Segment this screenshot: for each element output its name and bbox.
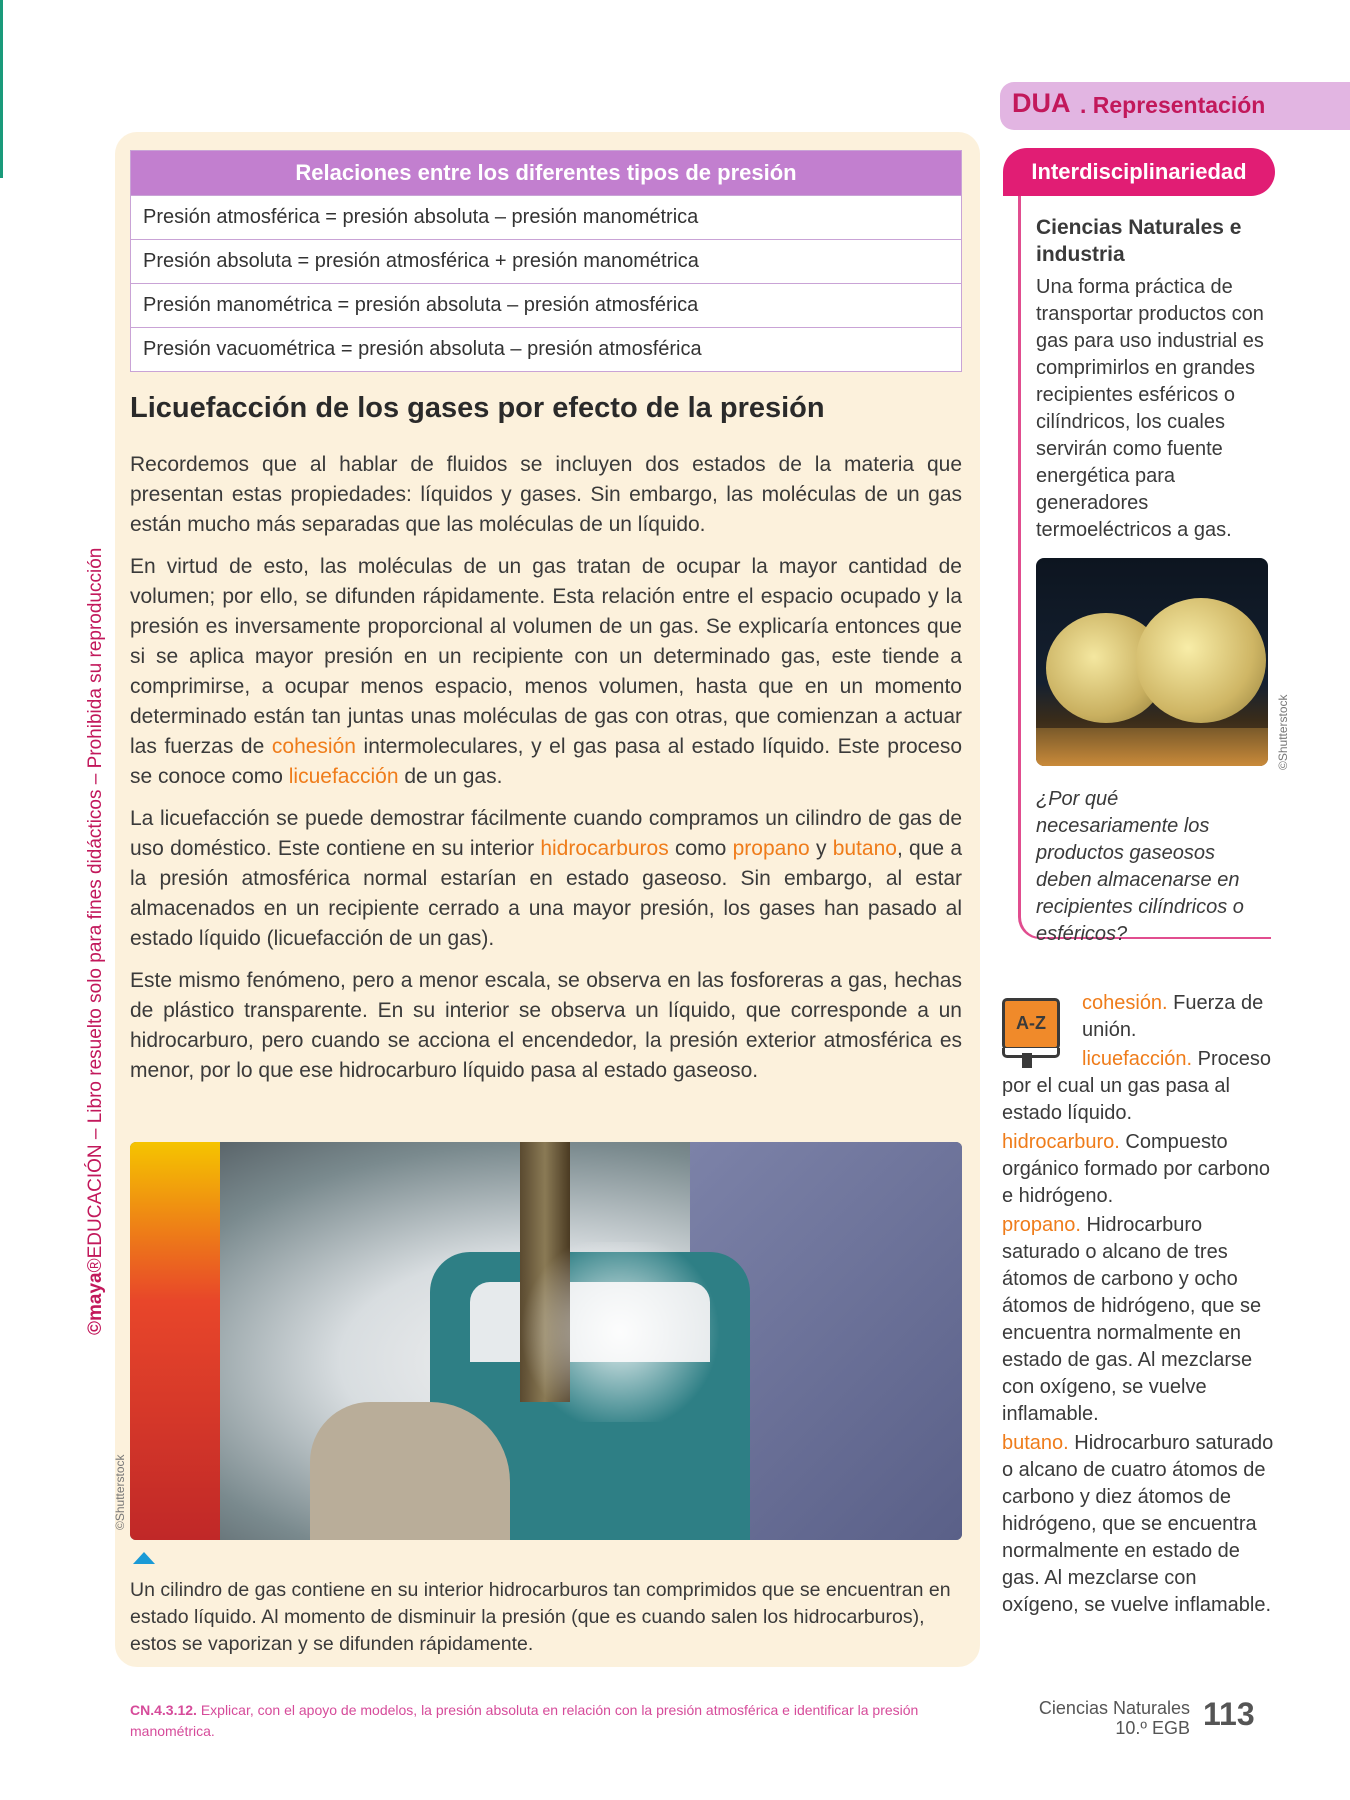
spherical-tanks-photo xyxy=(1036,558,1268,766)
paragraph: La licuefacción se puede demostrar fácilmente cuando compramos un cilindro de gas de uso doméstico. Este contiene en su interior hidrocarburos como propano y butano, que a la presión atmosférica normal estarían en estado gaseoso. Sin embargo, al estar almacenados en un recipiente cerrado a una mayor presión, los gases han pasado al estado líquido (licuefacción de un gas). xyxy=(130,807,962,950)
glossary-item: propano. Hidrocarburo saturado o alcano de tres átomos de carbono y ocho átomos de hidrógeno, que se encuentra normalmente en estado de gas. Al mezclarse con oxígeno, se vuelve inflamable. xyxy=(1002,1214,1262,1425)
glossary-term-link: licuefacción xyxy=(288,765,399,788)
gas-cylinder-photo xyxy=(130,1142,962,1540)
interdisciplinary-question: ¿Por qué necesariamente los productos gaseosos deben almacenarse en recipientes cilíndricos o esféricos? xyxy=(1036,788,1244,945)
footer-subject: Ciencias Naturales 10.º EGB xyxy=(1038,1698,1190,1738)
glossary-item: butano. Hidrocarburo saturado o alcano de cuatro átomos de carbono y diez átomos de hidrógeno, que se encuentra normalmente en estado de gas. Al mezclarse con oxígeno, se vuelve inflamable. xyxy=(1002,1432,1274,1616)
section-body xyxy=(130,450,962,1098)
glossary-book-icon: A-Z xyxy=(1002,998,1062,1068)
paragraph: Recordemos que al hablar de fluidos se incluyen dos estados de la materia que presentan estas propiedades: líquidos y gases. Sin embargo, las moléculas de un gas están mucho más separadas que las moléculas de un líquido. xyxy=(130,453,962,536)
page-number: 113 xyxy=(1203,1696,1255,1732)
photo-caption: Un cilindro de gas contiene en su interior hidrocarburos tan comprimidos que se encuentran en estado líquido. Al momento de disminuir la presión (que es cuando salen los hidrocarburos), estos se vaporizan y se difunden rápidamente. xyxy=(130,1579,951,1655)
table-row: Presión absoluta = presión atmosférica + presión manométrica xyxy=(131,240,962,284)
interdisciplinary-heading: Ciencias Naturales e industria xyxy=(1036,216,1242,266)
glossary-item: licuefacción. Proceso por el cual un gas pasa al estado líquido. xyxy=(1002,1048,1271,1124)
glossary-item: hidrocarburo. Compuesto orgánico formado por carbono e hidrógeno. xyxy=(1002,1131,1270,1207)
curriculum-code: CN.4.3.12. Explicar, con el apoyo de modelos, la presión absoluta en relación con la presión atmosférica e identificar la presión manométrica. xyxy=(130,1702,919,1739)
paragraph: En virtud de esto, las moléculas de un gas tratan de ocupar la mayor cantidad de volumen; por ello, se difunden rápidamente. Esta relación entre el espacio ocupado y la presión es inversamente proporcional al volumen de un gas. Se explicaría entonces que si se aplica mayor presión en un recipiente con un determinado gas, este tiende a comprimirse, a ocupar menos espacio, menos volumen, hasta que en un momento determinado están tan juntas unas moléculas de gas con otras, que comienzan a actuar las fuerzas de cohesión intermoleculares, y el gas pasa al estado líquido. Este proceso se conoce como licuefacción de un gas. xyxy=(130,555,962,788)
glossary-term-link: propano xyxy=(732,837,810,860)
glossary-term-link: cohesión xyxy=(271,735,356,758)
photo-credit: ©Shutterstock xyxy=(113,1454,127,1530)
dua-banner xyxy=(1000,82,1350,130)
pressure-relations-table xyxy=(130,150,962,372)
side-copyright-notice: ©maya®EDUCACIÓN – Libro resuelto solo para fines didácticos – Prohibida su reproducción xyxy=(85,547,106,1335)
glossary-item: cohesión. Fuerza de unión. xyxy=(1082,992,1264,1041)
table-row: Presión manométrica = presión absoluta – presión atmosférica xyxy=(131,284,962,328)
table-title: Relaciones entre los diferentes tipos de presión xyxy=(131,151,962,196)
interdisciplinary-text: Una forma práctica de transportar productos con gas para uso industrial es comprimirlos en grandes recipientes esféricos o cilíndricos, los cuales servirán como fuente energética para generadores termoeléctricos a gas. xyxy=(1036,276,1264,541)
dua-label: DUA xyxy=(1012,88,1071,118)
page-edge-bar xyxy=(0,0,3,178)
glossary-term-link: hidrocarburos xyxy=(540,837,669,860)
glossary xyxy=(1002,990,1277,1621)
dua-text: . Representación xyxy=(1080,92,1266,118)
caption-triangle-icon xyxy=(133,1552,155,1564)
table-row: Presión vacuométrica = presión absoluta – presión atmosférica xyxy=(131,328,962,372)
table-row: Presión atmosférica = presión absoluta – presión manométrica xyxy=(131,196,962,240)
glossary-term-link: butano xyxy=(832,837,897,860)
photo-credit: ©Shutterstock xyxy=(1276,694,1290,770)
interdisciplinary-tab: Interdisciplinariedad xyxy=(1003,148,1275,196)
section-title: Licuefacción de los gases por efecto de la presión xyxy=(130,392,825,424)
paragraph: Este mismo fenómeno, pero a menor escala, se observa en las fosforeras a gas, hechas de plástico transparente. En su interior se observa un líquido, que corresponde a un hidrocarburo, pero cuando se acciona el encendedor, la presión exterior atmosférica es menor, por lo que ese hidrocarburo líquido pasa al estado gaseoso. xyxy=(130,969,962,1082)
